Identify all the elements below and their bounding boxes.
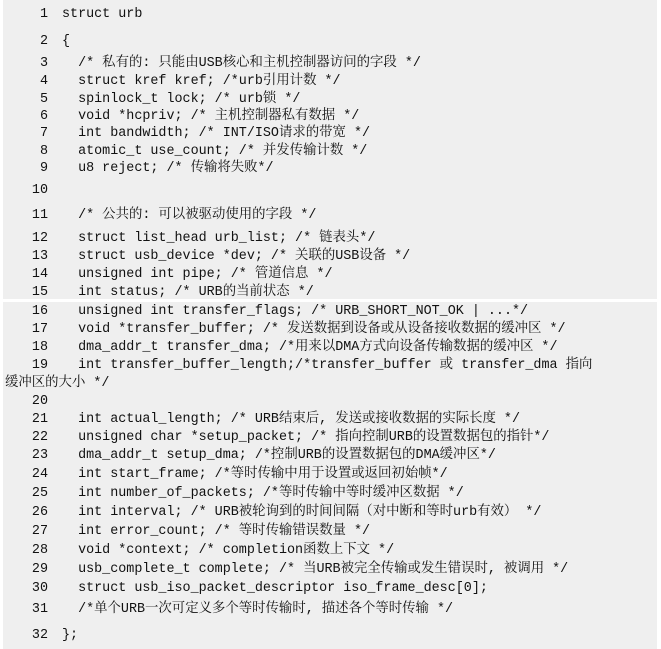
line-number: 26 [31, 505, 48, 520]
line-code: struct kref kref; /*urb引用计数 */ [62, 74, 341, 89]
line-code: struct urb [62, 7, 143, 22]
line-number: 8 [39, 144, 48, 159]
line-number: 12 [31, 231, 48, 246]
line-code: int interval; /* URB被轮询到的时间间隔（对中断和等时urb有效） */ [62, 505, 542, 520]
line-number: 29 [31, 562, 48, 577]
line-number: 14 [31, 267, 48, 282]
line-number: 25 [31, 486, 48, 501]
line-number: 4 [39, 74, 48, 89]
line-number: 16 [31, 304, 48, 319]
line-number: 1 [39, 7, 48, 22]
line-code: int start_frame; /*等时传输中用于设置或返回初始帧*/ [62, 467, 448, 482]
line-code: struct usb_device *dev; /* 关联的USB设备 */ [62, 249, 411, 264]
line-code: /* 公共的: 可以被驱动使用的字段 */ [62, 208, 317, 223]
line-code: dma_addr_t transfer_dma; /*用来以DMA方式向设备传输数据的缓冲区 */ [62, 340, 558, 355]
line-number: 3 [39, 56, 48, 71]
line-code: int number_of_packets; /*等时传输中等时缓冲区数据 */ [62, 486, 464, 501]
line-code: int error_count; /* 等时传输错误数量 */ [62, 524, 371, 539]
line-number: 2 [39, 34, 48, 49]
line-code: dma_addr_t setup_dma; /*控制URB的设置数据包的DMA缓冲区*/ [62, 448, 496, 463]
line-number: 23 [31, 448, 48, 463]
line-number: 13 [31, 249, 48, 264]
line-number: 6 [39, 109, 48, 124]
line-number: 21 [31, 412, 48, 427]
line-number: 20 [31, 394, 48, 409]
code-line-continuation: 缓冲区的大小 */ [5, 376, 110, 391]
line-number: 22 [31, 430, 48, 445]
line-code: atomic_t use_count; /* 并发传输计数 */ [62, 144, 368, 159]
line-number: 32 [31, 628, 48, 643]
line-code: usb_complete_t complete; /* 当URB被完全传输或发生错误时, 被调用 */ [62, 562, 569, 577]
line-code: unsigned int transfer_flags; /* URB_SHORT_NOT_OK | ...*/ [62, 304, 529, 319]
line-code: unsigned char *setup_packet; /* 指向控制URB的设置数据包的指针*/ [62, 430, 550, 445]
line-number: 31 [31, 602, 48, 617]
line-code: unsigned int pipe; /* 管道信息 */ [62, 267, 333, 282]
line-number: 30 [31, 581, 48, 596]
line-code: void *hcpriv; /* 主机控制器私有数据 */ [62, 109, 360, 124]
line-number: 7 [39, 126, 48, 141]
line-number: 24 [31, 467, 48, 482]
line-number: 11 [31, 208, 48, 223]
line-number: 10 [31, 183, 48, 198]
line-code: u8 reject; /* 传输将失败*/ [62, 161, 274, 176]
line-code: struct list_head urb_list; /* 链表头*/ [62, 231, 376, 246]
line-code: /*单个URB一次可定义多个等时传输时, 描述各个等时传输 */ [62, 602, 454, 617]
line-number: 17 [31, 322, 48, 337]
line-code: struct usb_iso_packet_descriptor iso_frame_desc[0]; [62, 581, 488, 596]
line-code: void *context; /* completion函数上下文 */ [62, 543, 395, 558]
line-number: 27 [31, 524, 48, 539]
line-code: int bandwidth; /* INT/ISO请求的带宽 */ [62, 126, 371, 141]
line-number: 15 [31, 285, 48, 300]
line-code: int status; /* URB的当前状态 */ [62, 285, 314, 300]
line-number: 5 [39, 92, 48, 107]
line-number: 28 [31, 543, 48, 558]
line-number: 9 [39, 161, 48, 176]
line-number: 18 [31, 340, 48, 355]
line-code: int transfer_buffer_length;/*transfer_buffer 或 transfer_dma 指向 [62, 358, 593, 373]
line-number: 19 [31, 358, 48, 373]
line-code: int actual_length; /* URB结束后, 发送或接收数据的实际长度 */ [62, 412, 521, 427]
line-code: /* 私有的: 只能由USB核心和主机控制器访问的字段 */ [62, 56, 421, 71]
line-code: spinlock_t lock; /* urb锁 */ [62, 92, 301, 107]
line-code: { [62, 34, 71, 49]
line-code: void *transfer_buffer; /* 发送数据到设备或从设备接收数据的缓冲区 */ [62, 322, 566, 337]
line-code: }; [62, 628, 79, 643]
